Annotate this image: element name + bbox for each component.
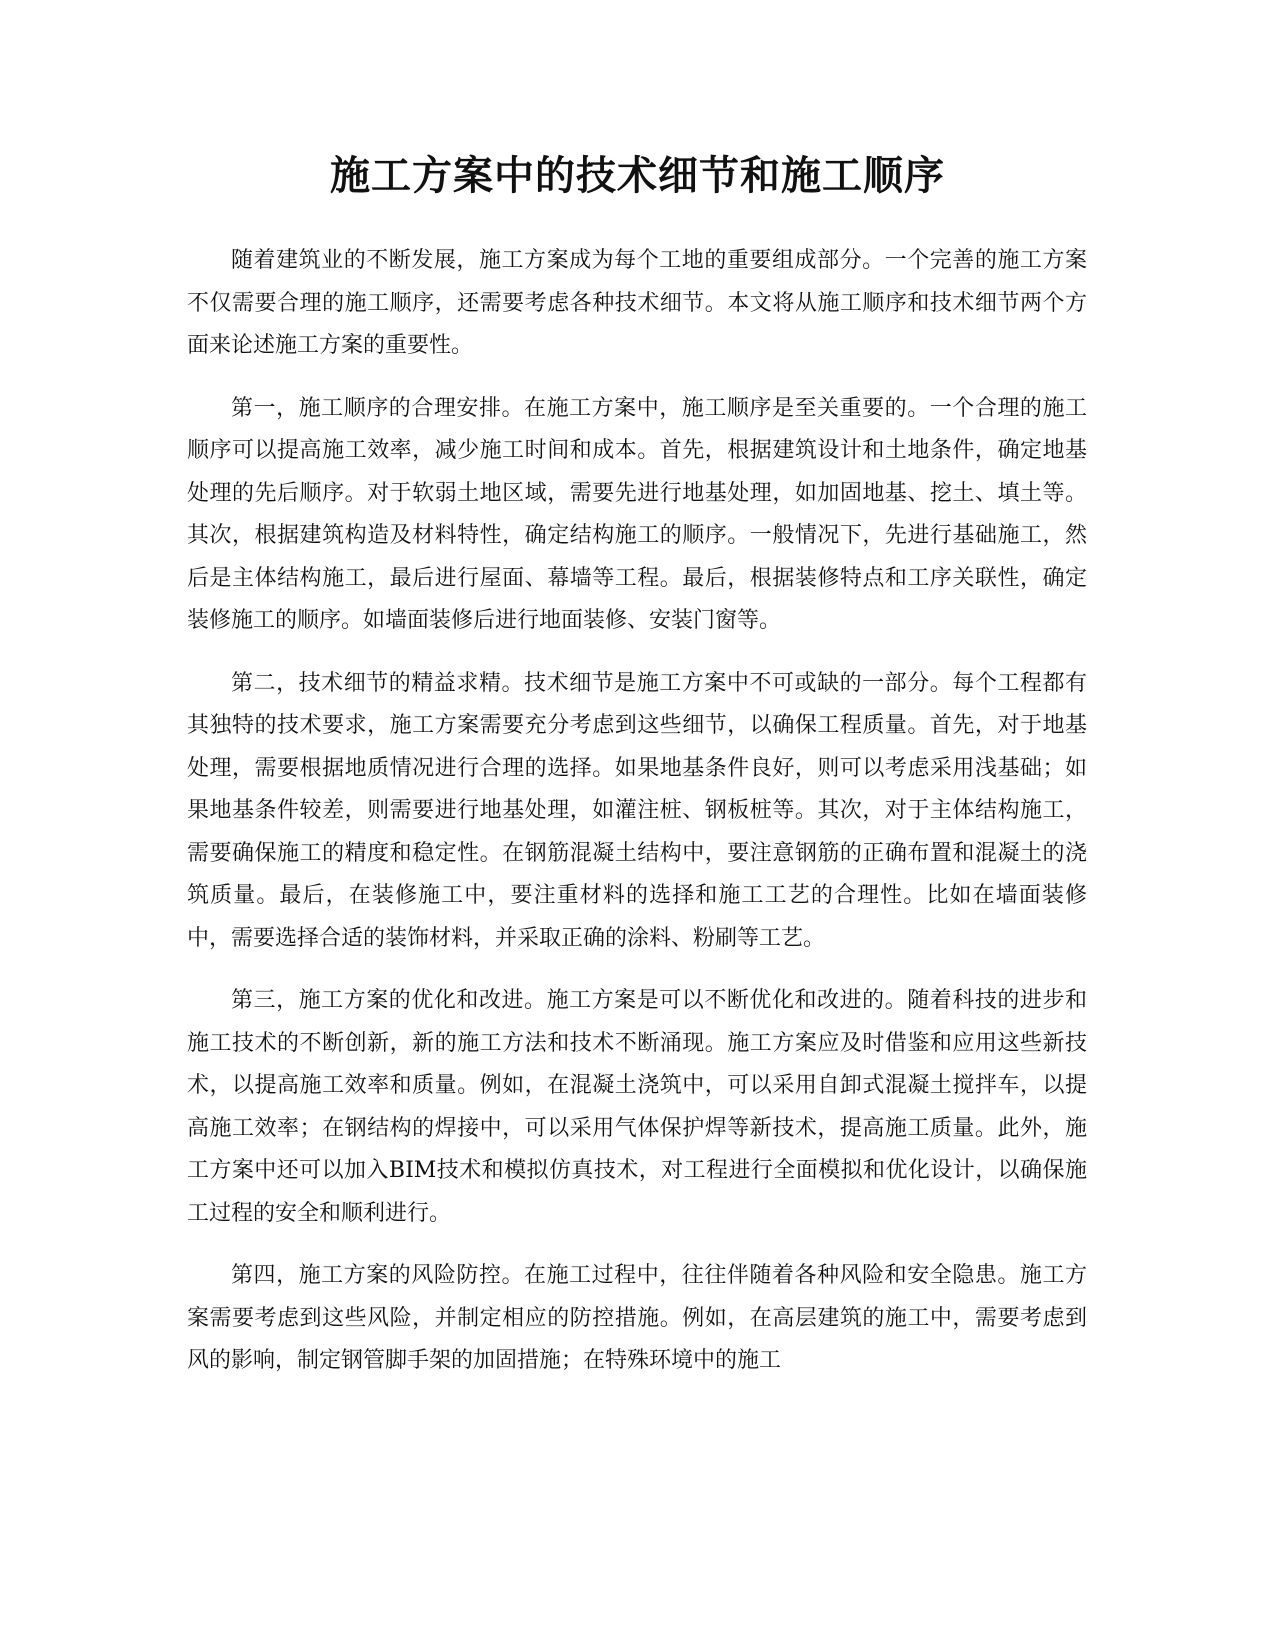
document-title: 施工方案中的技术细节和施工顺序 (330, 153, 945, 199)
paragraph-optimization: 第三，施工方案的优化和改进。施工方案是可以不断优化和改进的。随着科技的进步和施工技术的不断创新，新的施工方法和技术不断涌现。施工方案应及时借鉴和应用这些新技术，以提高施工效率和质量。例如，在混凝土浇筑中，可以采用自卸式混凝土搅拌车，以提高施工效率；在钢结构的焊接中，可以采用气体保护焊等新技术，提高施工质量。此外，施工方案中还可以加入BIM技术和模拟仿真技术，对工程进行全面模拟和优化设计，以确保施工过程的安全和顺利进行。 (187, 988, 1087, 1226)
paragraph-intro: 随着建筑业的不断发展，施工方案成为每个工地的重要组成部分。一个完善的施工方案不仅需要合理的施工顺序，还需要考虑各种技术细节。本文将从施工顺序和技术细节两个方面来论述施工方案的重要性。 (187, 248, 1087, 358)
paragraph-construction-sequence: 第一，施工顺序的合理安排。在施工方案中，施工顺序是至关重要的。一个合理的施工顺序可以提高施工效率，减少施工时间和成本。首先，根据建筑设计和土地条件，确定地基处理的先后顺序。对于软弱土地区域，需要先进行地基处理，如加固地基、挖土、填土等。其次，根据建筑构造及材料特性，确定结构施工的顺序。一般情况下，先进行基础施工，然后是主体结构施工，最后进行屋面、幕墙等工程。最后，根据装修特点和工序关联性，确定装修施工的顺序。如墙面装修后进行地面装修、安装门窗等。 (187, 395, 1087, 633)
paragraph-risk-control: 第四，施工方案的风险防控。在施工过程中，往往伴随着各种风险和安全隐患。施工方案需要考虑到这些风险，并制定相应的防控措施。例如，在高层建筑的施工中，需要考虑到风的影响，制定钢管脚手架的加固措施；在特殊环境中的施工 (187, 1263, 1087, 1373)
paragraph-technical-details: 第二，技术细节的精益求精。技术细节是施工方案中不可或缺的一部分。每个工程都有其独特的技术要求，施工方案需要充分考虑到这些细节，以确保工程质量。首先，对于地基处理，需要根据地质情况进行合理的选择。如果地基条件良好，则可以考虑采用浅基础；如果地基条件较差，则需要进行地基处理，如灌注桩、钢板桩等。其次，对于主体结构施工，需要确保施工的精度和稳定性。在钢筋混凝土结构中，要注意钢筋的正确布置和混凝土的浇筑质量。最后，在装修施工中，要注重材料的选择和施工工艺的合理性。比如在墙面装修中，需要选择合适的装饰材料，并采取正确的涂料、粉刷等工艺。 (187, 670, 1087, 951)
document-body (187, 240, 1087, 1403)
